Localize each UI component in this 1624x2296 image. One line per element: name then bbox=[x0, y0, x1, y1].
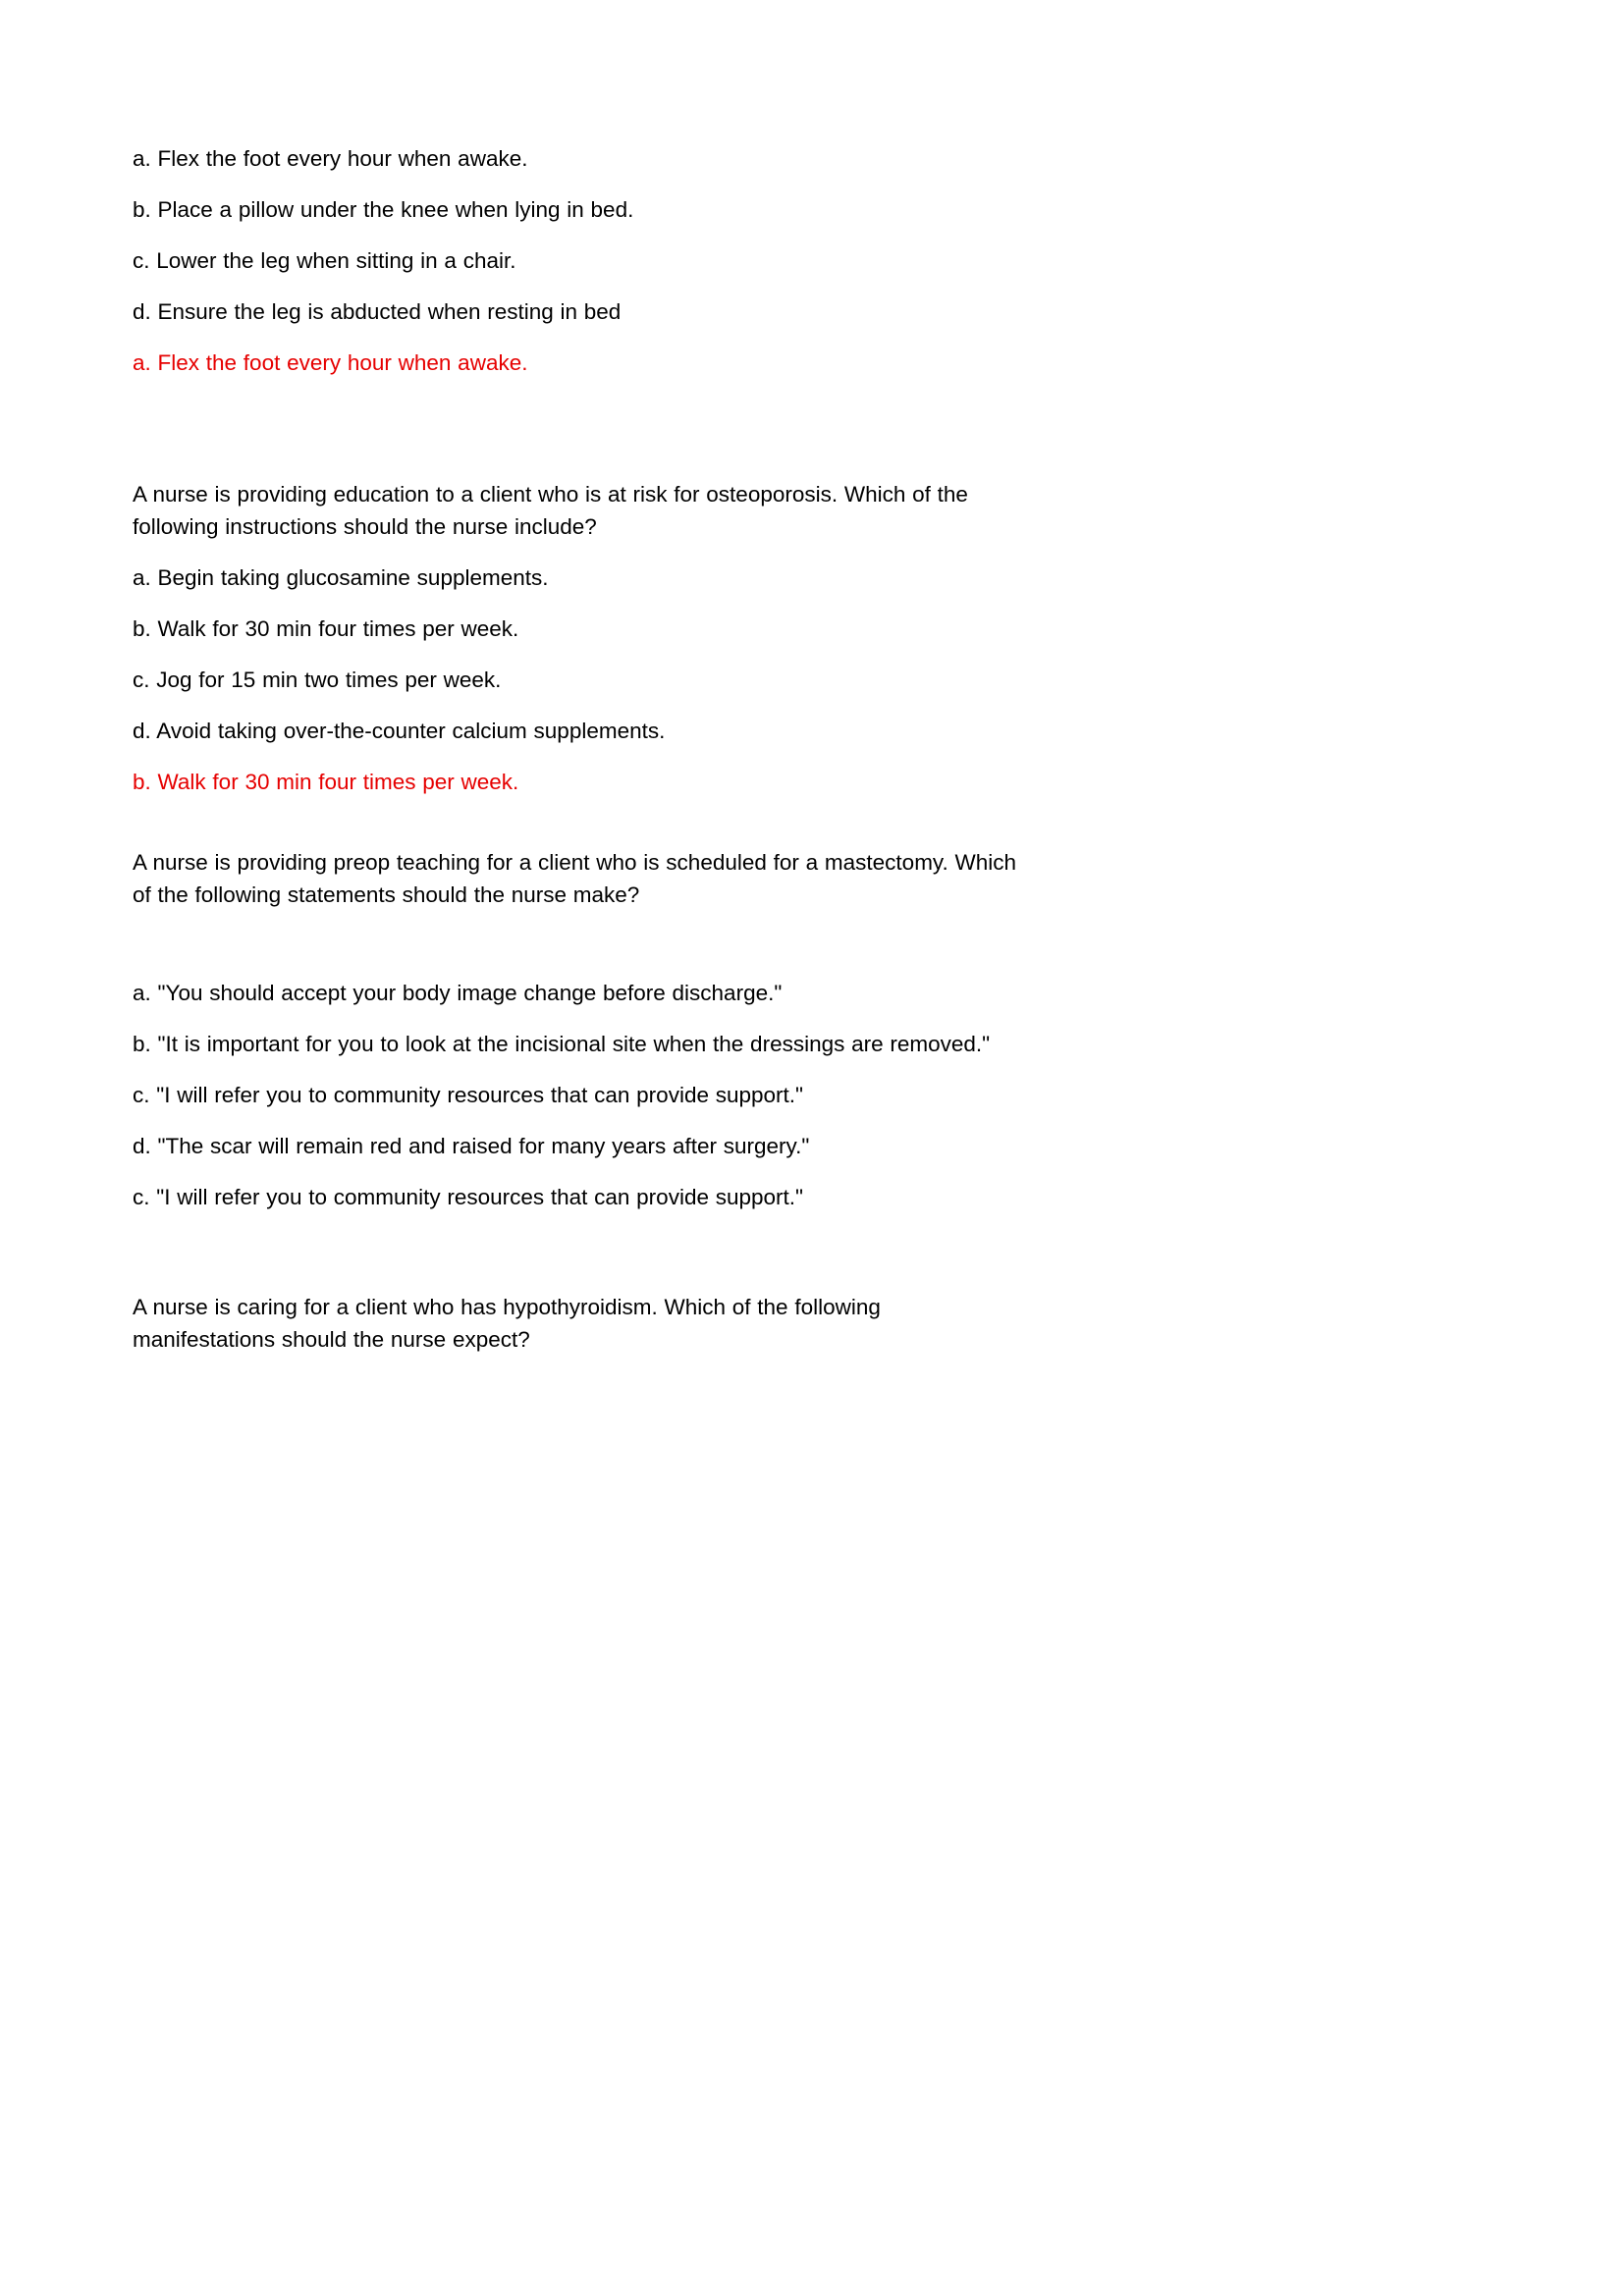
question-option: a. Begin taking glucosamine supplements. bbox=[133, 565, 549, 590]
question-option: c. "I will refer you to community resources that can provide support." bbox=[133, 1083, 804, 1107]
question-option: b. Walk for 30 min four times per week. bbox=[133, 616, 519, 641]
answer-key: b. Walk for 30 min four times per week. bbox=[133, 770, 519, 794]
question-option: a. "You should accept your body image change before discharge." bbox=[133, 981, 783, 1005]
question-option: c. Lower the leg when sitting in a chair. bbox=[133, 248, 516, 273]
question-option: d. "The scar will remain red and raised for many years after surgery." bbox=[133, 1134, 810, 1158]
question-option: d. Avoid taking over-the-counter calcium supplements. bbox=[133, 719, 666, 743]
blank-space bbox=[133, 930, 1491, 977]
blank-space bbox=[133, 398, 1491, 478]
question-stem: A nurse is providing preop teaching for a client who is scheduled for a mastectomy. Which of the following statements should the nurse make? bbox=[133, 850, 1017, 907]
question-option: b. Place a pillow under the knee when lying in bed. bbox=[133, 197, 634, 222]
question-stem: A nurse is caring for a client who has hypothyroidism. Which of the following manifestations should the nurse expect? bbox=[133, 1295, 881, 1352]
answer-key: c. "I will refer you to community resources that can provide support." bbox=[133, 1185, 804, 1209]
blank-space bbox=[133, 817, 1491, 846]
answer-key: a. Flex the foot every hour when awake. bbox=[133, 350, 528, 375]
question-option: b. "It is important for you to look at the incisional site when the dressings are removed." bbox=[133, 1032, 991, 1056]
question-option: c. Jog for 15 min two times per week. bbox=[133, 667, 502, 692]
question-option: a. Flex the foot every hour when awake. bbox=[133, 146, 528, 171]
question-stem: A nurse is providing education to a client who is at risk for osteoporosis. Which of the following instructions should the nurse include? bbox=[133, 482, 968, 539]
question-option: d. Ensure the leg is abducted when resting in bed bbox=[133, 299, 622, 324]
blank-space bbox=[133, 1232, 1491, 1291]
